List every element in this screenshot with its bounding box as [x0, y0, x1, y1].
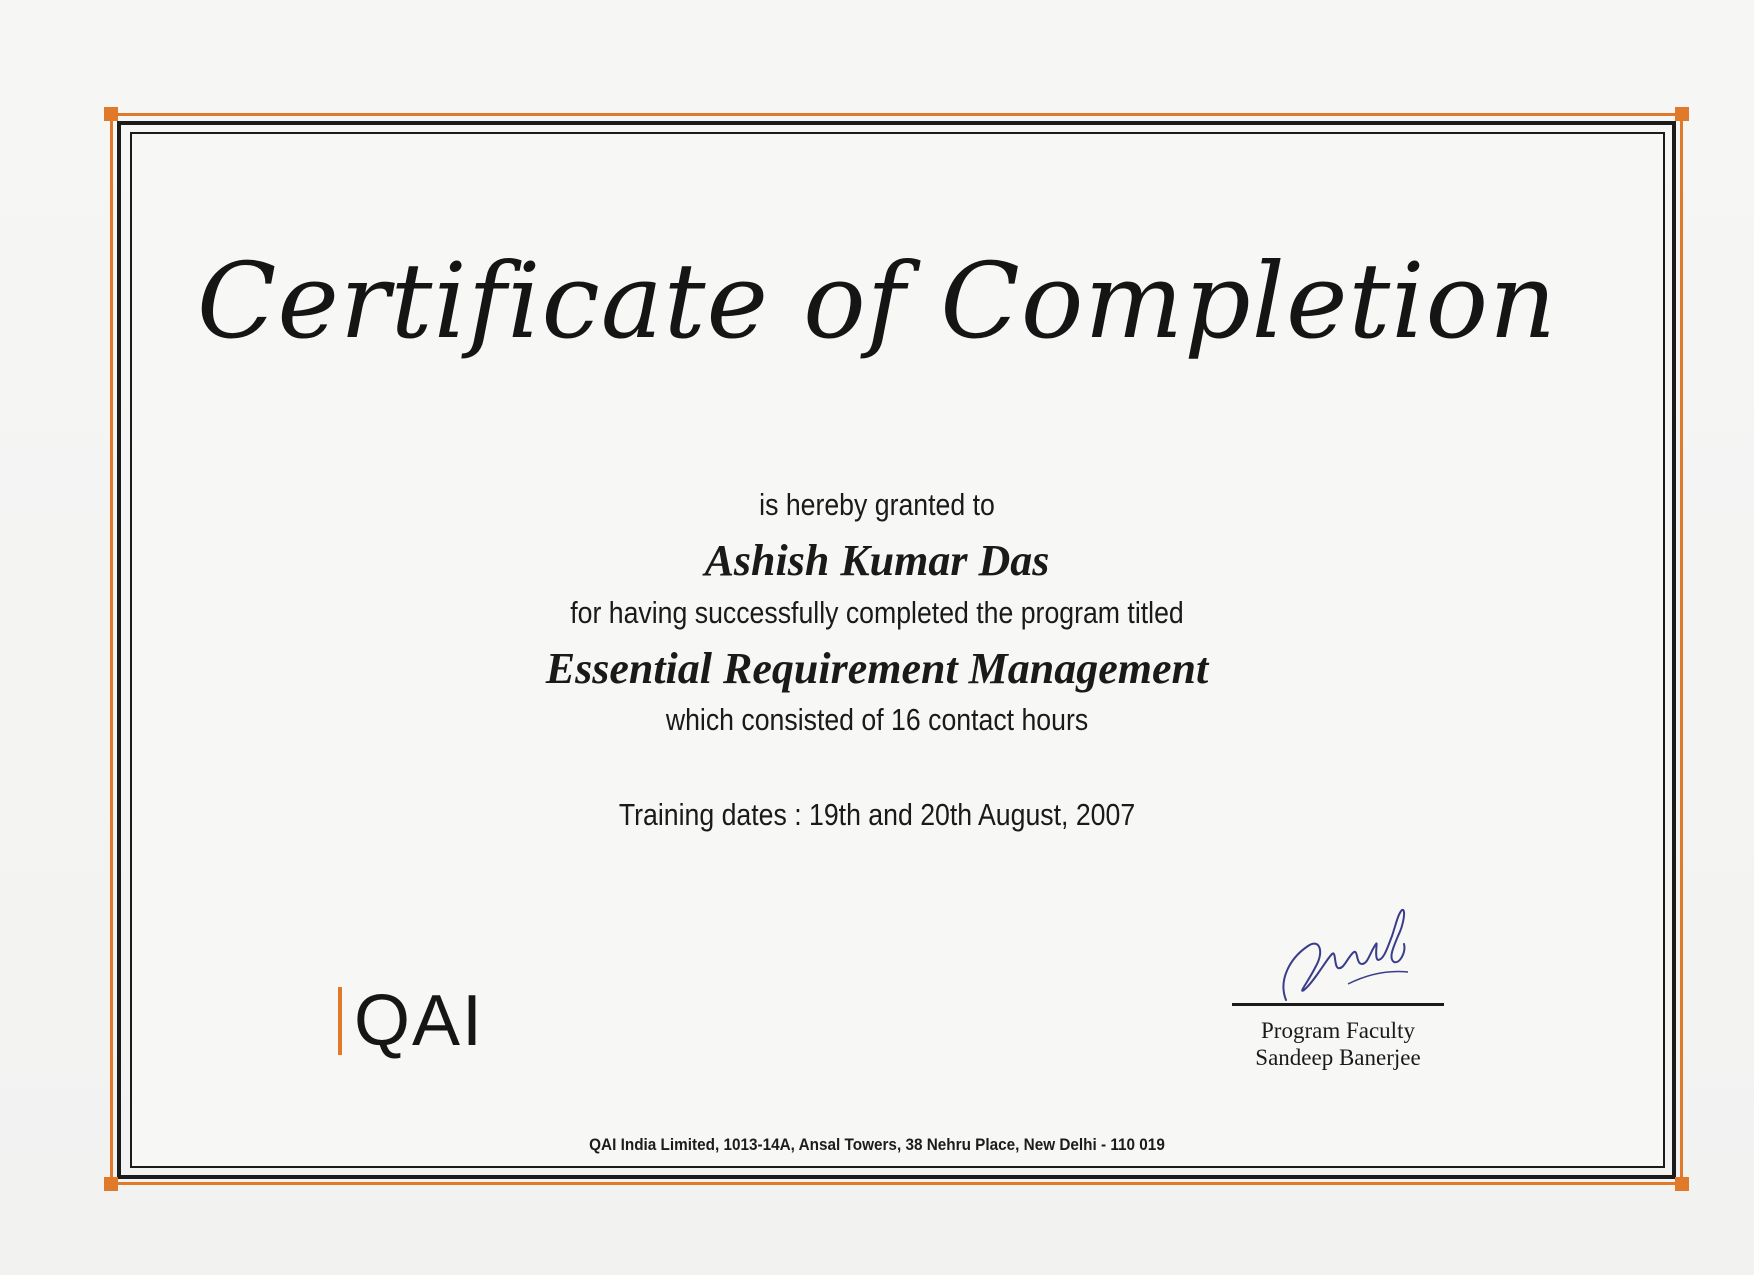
qai-logo — [338, 981, 485, 1061]
hours-line: which consisted of 16 contact hours — [665, 702, 1089, 737]
signature-line — [1232, 1003, 1444, 1006]
corner-ornament — [1675, 1177, 1689, 1191]
program-line: for having successfully completed the program titled — [570, 595, 1184, 630]
granted-line: is hereby granted to — [759, 487, 995, 522]
footer-address: QAI India Limited, 1013-14A, Ansal Towers, 38 Nehru Place, New Delhi - 110 019 — [589, 1135, 1165, 1154]
logo-text: QAI — [354, 981, 485, 1061]
signature-image — [1228, 900, 1448, 1005]
corner-ornament — [104, 107, 118, 121]
recipient-name: Ashish Kumar Das — [704, 536, 1050, 585]
signatory-role: Program Faculty — [1261, 1018, 1415, 1043]
logo-accent-bar — [338, 987, 342, 1055]
corner-ornament — [1675, 107, 1689, 121]
signatory-name: Sandeep Banerjee — [1255, 1045, 1421, 1070]
training-dates: Training dates : 19th and 20th August, 2007 — [618, 797, 1136, 832]
certificate-title: Certificate of Completion — [196, 240, 1558, 362]
program-title: Essential Requirement Management — [545, 644, 1209, 693]
corner-ornament — [104, 1177, 118, 1191]
signature-block — [1228, 900, 1448, 1070]
